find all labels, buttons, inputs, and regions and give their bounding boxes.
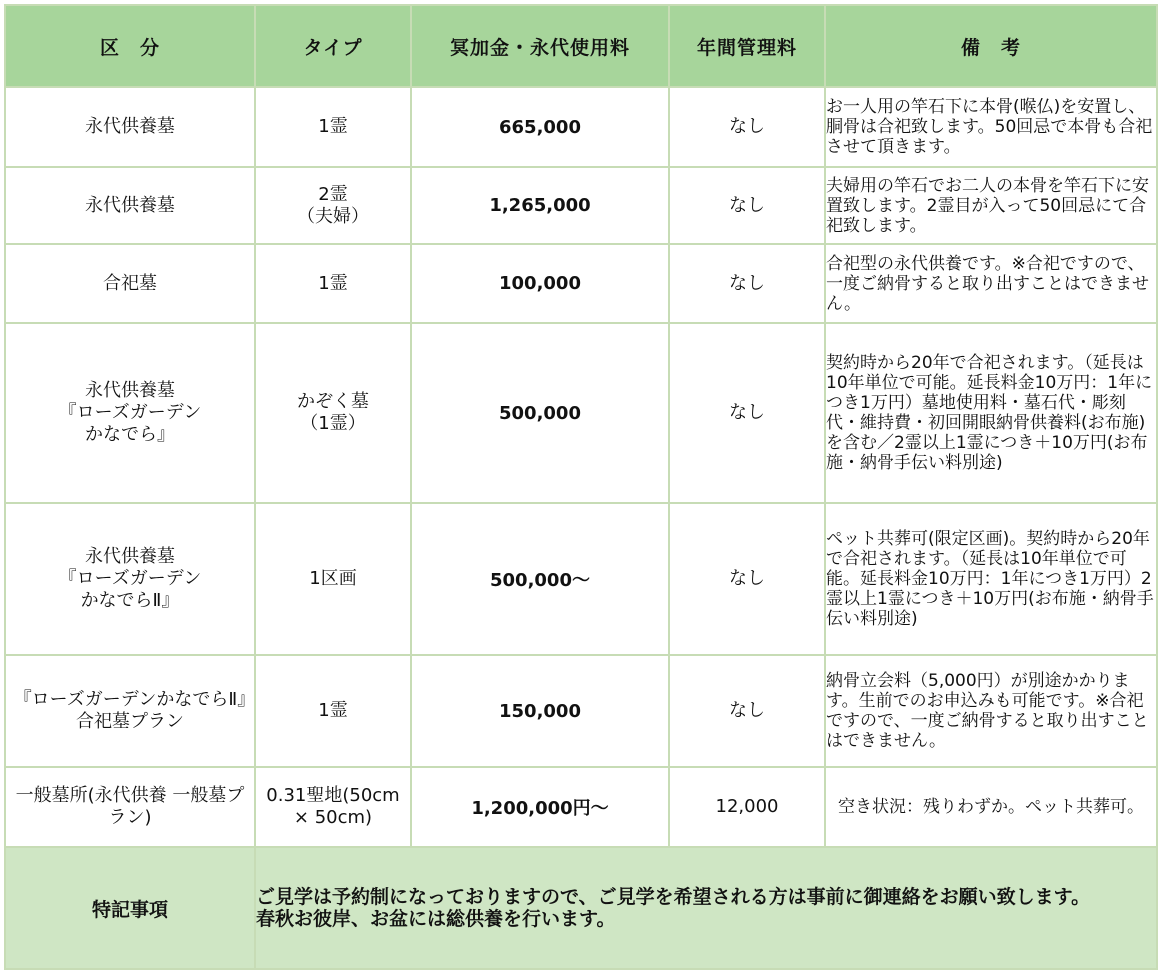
cell-type: 2霊 （夫婦） <box>255 167 411 244</box>
header-category: 区 分 <box>5 5 255 87</box>
table-row <box>5 167 1157 244</box>
cell-category: 永代供養墓 <box>5 87 255 167</box>
cell-remarks: 空き状況：残りわずか。ペット共葬可。 <box>825 767 1157 847</box>
cell-category: 永代供養墓 『ローズガーデン かなでら』 <box>5 323 255 503</box>
cell-type: 1霊 <box>255 655 411 767</box>
cell-annual-fee: なし <box>669 87 825 167</box>
table-row <box>5 503 1157 655</box>
cell-type: 1霊 <box>255 87 411 167</box>
cell-annual-fee: 12,000 <box>669 767 825 847</box>
cell-annual-fee: なし <box>669 244 825 323</box>
header-remarks: 備 考 <box>825 5 1157 87</box>
cell-remarks: ペット共葬可(限定区画)。契約時から20年で合祀されます。（延長は10年単位で可能。延長料金10万円：1年につき1万円）2霊以上1霊につき＋10万円(お布施・納骨手伝い料別途) <box>825 503 1157 655</box>
cell-fee: 1,200,000円〜 <box>411 767 669 847</box>
cell-fee: 100,000 <box>411 244 669 323</box>
cell-fee: 500,000 <box>411 323 669 503</box>
special-note-reservation: ご見学は予約制になっておりますので、ご見学を希望される方は事前に御連絡をお願い致します。 <box>256 886 1091 908</box>
cell-fee: 1,265,000 <box>411 167 669 244</box>
cell-category: 『ローズガーデンかなでらⅡ』合祀墓プラン <box>5 655 255 767</box>
table-row <box>5 655 1157 767</box>
cell-fee: 665,000 <box>411 87 669 167</box>
cell-remarks: 納骨立会料（5,000円）が別途かかります。生前でのお申込みも可能です。※合祀ですので、一度ご納骨すると取り出すことはできません。 <box>825 655 1157 767</box>
cell-annual-fee: なし <box>669 167 825 244</box>
cell-remarks: 夫婦用の竿石でお二人の本骨を竿石下に安置致します。2霊目が入って50回忌にて合祀致します。 <box>825 167 1157 244</box>
cell-fee: 150,000 <box>411 655 669 767</box>
cell-type: 1霊 <box>255 244 411 323</box>
table-row <box>5 244 1157 323</box>
special-notes-text <box>255 847 1157 969</box>
table-row <box>5 767 1157 847</box>
cell-fee: 500,000〜 <box>411 503 669 655</box>
header-fee: 冥加金・永代使用料 <box>411 5 669 87</box>
cell-annual-fee: なし <box>669 323 825 503</box>
table-row <box>5 323 1157 503</box>
header-annual-fee: 年間管理料 <box>669 5 825 87</box>
special-note-memorial: 春秋お彼岸、お盆には総供養を行います。 <box>256 908 616 930</box>
cell-category: 永代供養墓 『ローズガーデン かなでらⅡ』 <box>5 503 255 655</box>
cell-type: 0.31聖地(50cm × 50cm) <box>255 767 411 847</box>
cell-remarks: 契約時から20年で合祀されます。（延長は10年単位で可能。延長料金10万円：1年につき1万円）墓地使用料・墓石代・彫刻代・維持費・初回開眼納骨供養料(お布施)を含む／2霊以上1霊につき＋10万円(お布施・納骨手伝い料別途) <box>825 323 1157 503</box>
header-row <box>5 5 1157 87</box>
cell-category: 合祀墓 <box>5 244 255 323</box>
special-notes-row <box>5 847 1157 969</box>
cell-category: 永代供養墓 <box>5 167 255 244</box>
cell-remarks: お一人用の竿石下に本骨(喉仏)を安置し、胴骨は合祀致します。50回忌で本骨も合祀させて頂きます。 <box>825 87 1157 167</box>
cell-remarks: 合祀型の永代供養です。※合祀ですので、一度ご納骨すると取り出すことはできません。 <box>825 244 1157 323</box>
cell-type: かぞく墓 （1霊） <box>255 323 411 503</box>
table-row <box>5 87 1157 167</box>
header-type: タイプ <box>255 5 411 87</box>
cell-annual-fee: なし <box>669 655 825 767</box>
special-notes-label: 特記事項 <box>5 847 255 969</box>
cell-type: 1区画 <box>255 503 411 655</box>
cell-category: 一般墓所(永代供養 一般墓プラン) <box>5 767 255 847</box>
cell-annual-fee: なし <box>669 503 825 655</box>
price-table <box>4 4 1158 970</box>
